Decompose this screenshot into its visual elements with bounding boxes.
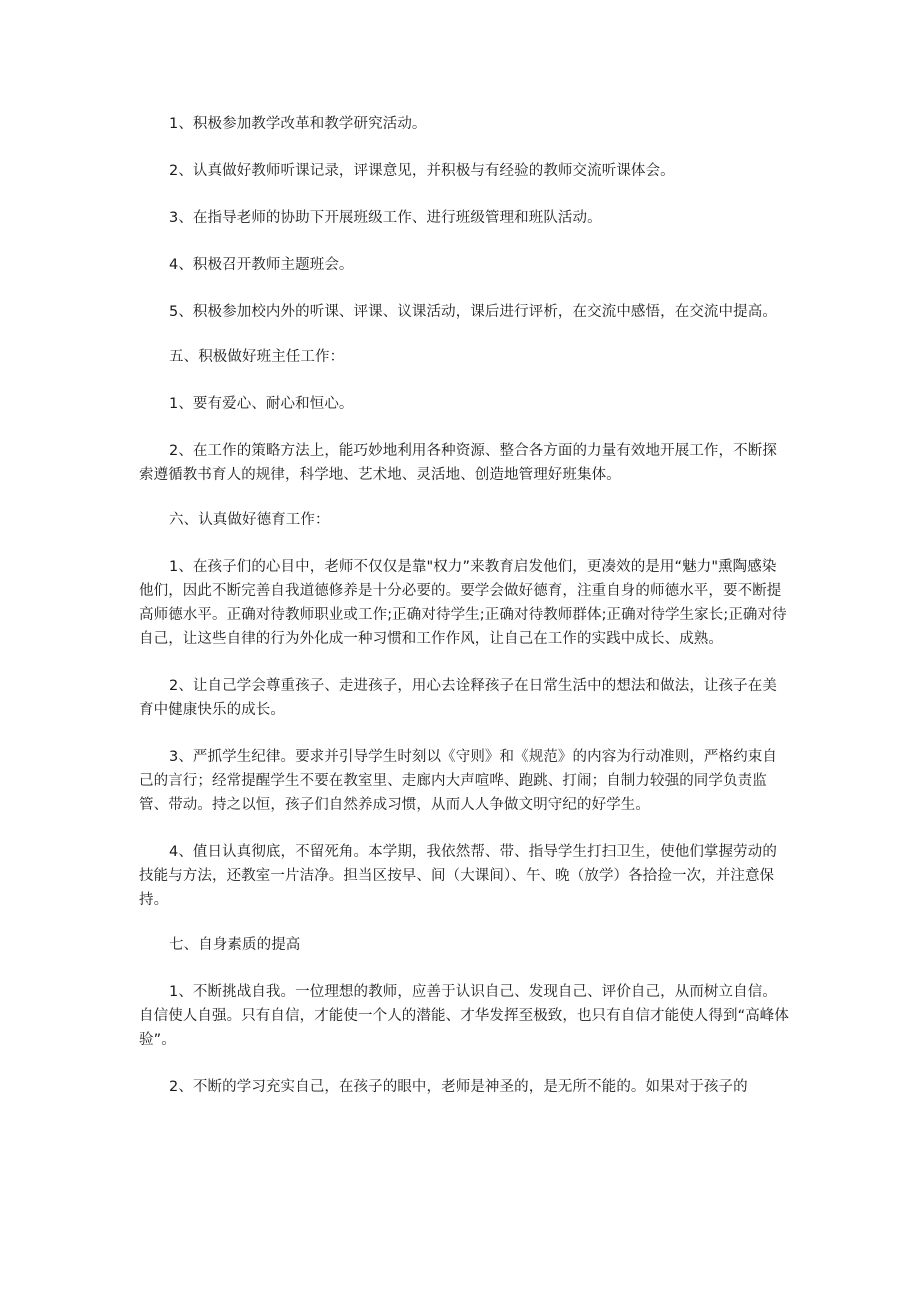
paragraph: 2、让自己学会尊重孩子、走进孩子，用心去诠释孩子在日常生活中的想法和做法，让孩子在美育中健康快乐的成长。 [139, 678, 777, 718]
paragraph: 2、认真做好教师听课记录，评课意见，并积极与有经验的教师交流听课体会。 [169, 163, 675, 179]
section-heading: 五、积极做好班主任工作： [169, 349, 345, 365]
paragraph: 3、严抓学生纪律。要求并引导学生时刻以《守则》和《规范》的内容为行动准则，严格约束自己的言行；经常提醒学生不要在教室里、走廊内大声喧哗、跑跳、打闹；自制力较强的同学负责监管、带动。持之以恒，孩子们自然养成习惯，从而人人争做文明守纪的好学生。 [139, 749, 777, 813]
document-body [139, 112, 791, 1099]
paragraph: 1、积极参加教学改革和教学研究活动。 [169, 116, 427, 132]
paragraph: 3、在指导老师的协助下开展班级工作、进行班级管理和班队活动。 [169, 210, 602, 226]
paragraph: 4、值日认真彻底，不留死角。本学期，我依然帮、带、指导学生打扫卫生，使他们掌握劳动的技能与方法，还教室一片洁净。担当区按早、间（大课间）、午、晚（放学）各拾捡一次，并注意保持。 [139, 844, 777, 908]
section-heading: 七、自身素质的提高 [169, 937, 301, 953]
paragraph: 1、要有爱心、耐心和恒心。 [169, 396, 354, 412]
paragraph: 5、积极参加校内外的听课、评课、议课活动，课后进行评析，在交流中感悟，在交流中提高。 [169, 304, 777, 320]
paragraph: 1、不断挑战自我。一位理想的教师，应善于认识自己、发现自己、评价自己，从而树立自信。自信使人自强。只有自信，才能使一个人的潜能、才华发挥至极致，也只有自信才能使人得到“高峰体验”。 [139, 984, 790, 1048]
paragraph: 2、不断的学习充实自己，在孩子的眼中，老师是神圣的，是无所不能的。如果对于孩子的 [169, 1079, 748, 1095]
section-heading: 六、认真做好德育工作： [169, 512, 330, 528]
paragraph: 1、在孩子们的心目中，老师不仅仅是靠"权力”来教育启发他们，更凑效的是用“魅力"熏陶感染他们，因此不断完善自我道德修养是十分必要的。要学会做好德育，注重自身的师德水平，要不断提高师德水平。正确对待教师职业或工作;正确对待学生;正确对待教师群体;正确对待学生家长;正确对待自己，让这些自律的行为外化成一种习惯和工作作风，让自己在工作的实践中成长、成熟。 [139, 559, 787, 647]
paragraph: 2、在工作的策略方法上，能巧妙地利用各种资源、整合各方面的力量有效地开展工作，不断探索遵循教书育人的规律，科学地、艺术地、灵活地、创造地管理好班集体。 [139, 443, 777, 483]
paragraph: 4、积极召开教师主题班会。 [169, 257, 354, 273]
